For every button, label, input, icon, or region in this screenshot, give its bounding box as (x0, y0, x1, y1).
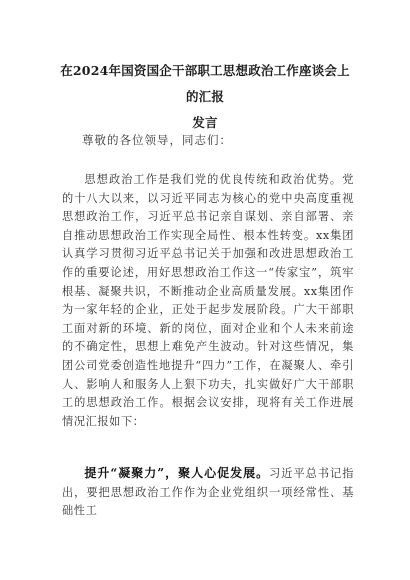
paragraph-body-text: 习近平总书记指出，要把思想政治工作作为企业党组织一项经常性、基础性工 (62, 467, 355, 518)
title-line-2: 发言 (192, 115, 218, 130)
title-line-1: 在2024年国资国企干部职工思想政治工作座谈会上的汇报 (60, 63, 350, 104)
document-title (58, 58, 352, 136)
salutation: 尊敬的各位领导，同志们： (82, 133, 232, 147)
paragraph-lead-heading: 提升“凝聚力”，聚人心促发展。 (84, 466, 270, 480)
paragraph-cohesion (62, 464, 354, 521)
paragraph-intro: 思想政治工作是我们党的优良传统和政治优势。党的十八大以来，以习近平同志为核心的党中央高度重视思想政治工作，习近平总书记亲自谋划、亲自部署、亲自推动思想政治工作实现全局性、根本性转变。xx集团认真学习贯彻习近平总书记关于加强和改进思想政治工作的重要论述，用好思想政治工作这一“传家宝”，筑牢根基、凝聚共识，不断推动企业高质量发展。xx集团作为一家年轻的企业，正处于起步发展阶段。广大干部职工面对新的环境、新的岗位，面对企业和个人未来前途的不确定性，思想上难免产生波动。针对这些情况，集团公司党委创造性地提升“四力”工作，在凝聚人、牵引人、影响人和服务人上狠下功夫，扎实做好广大干部职工的思想政治工作。根据会议安排，现将有关工作进展情况汇报如下： (62, 173, 354, 428)
